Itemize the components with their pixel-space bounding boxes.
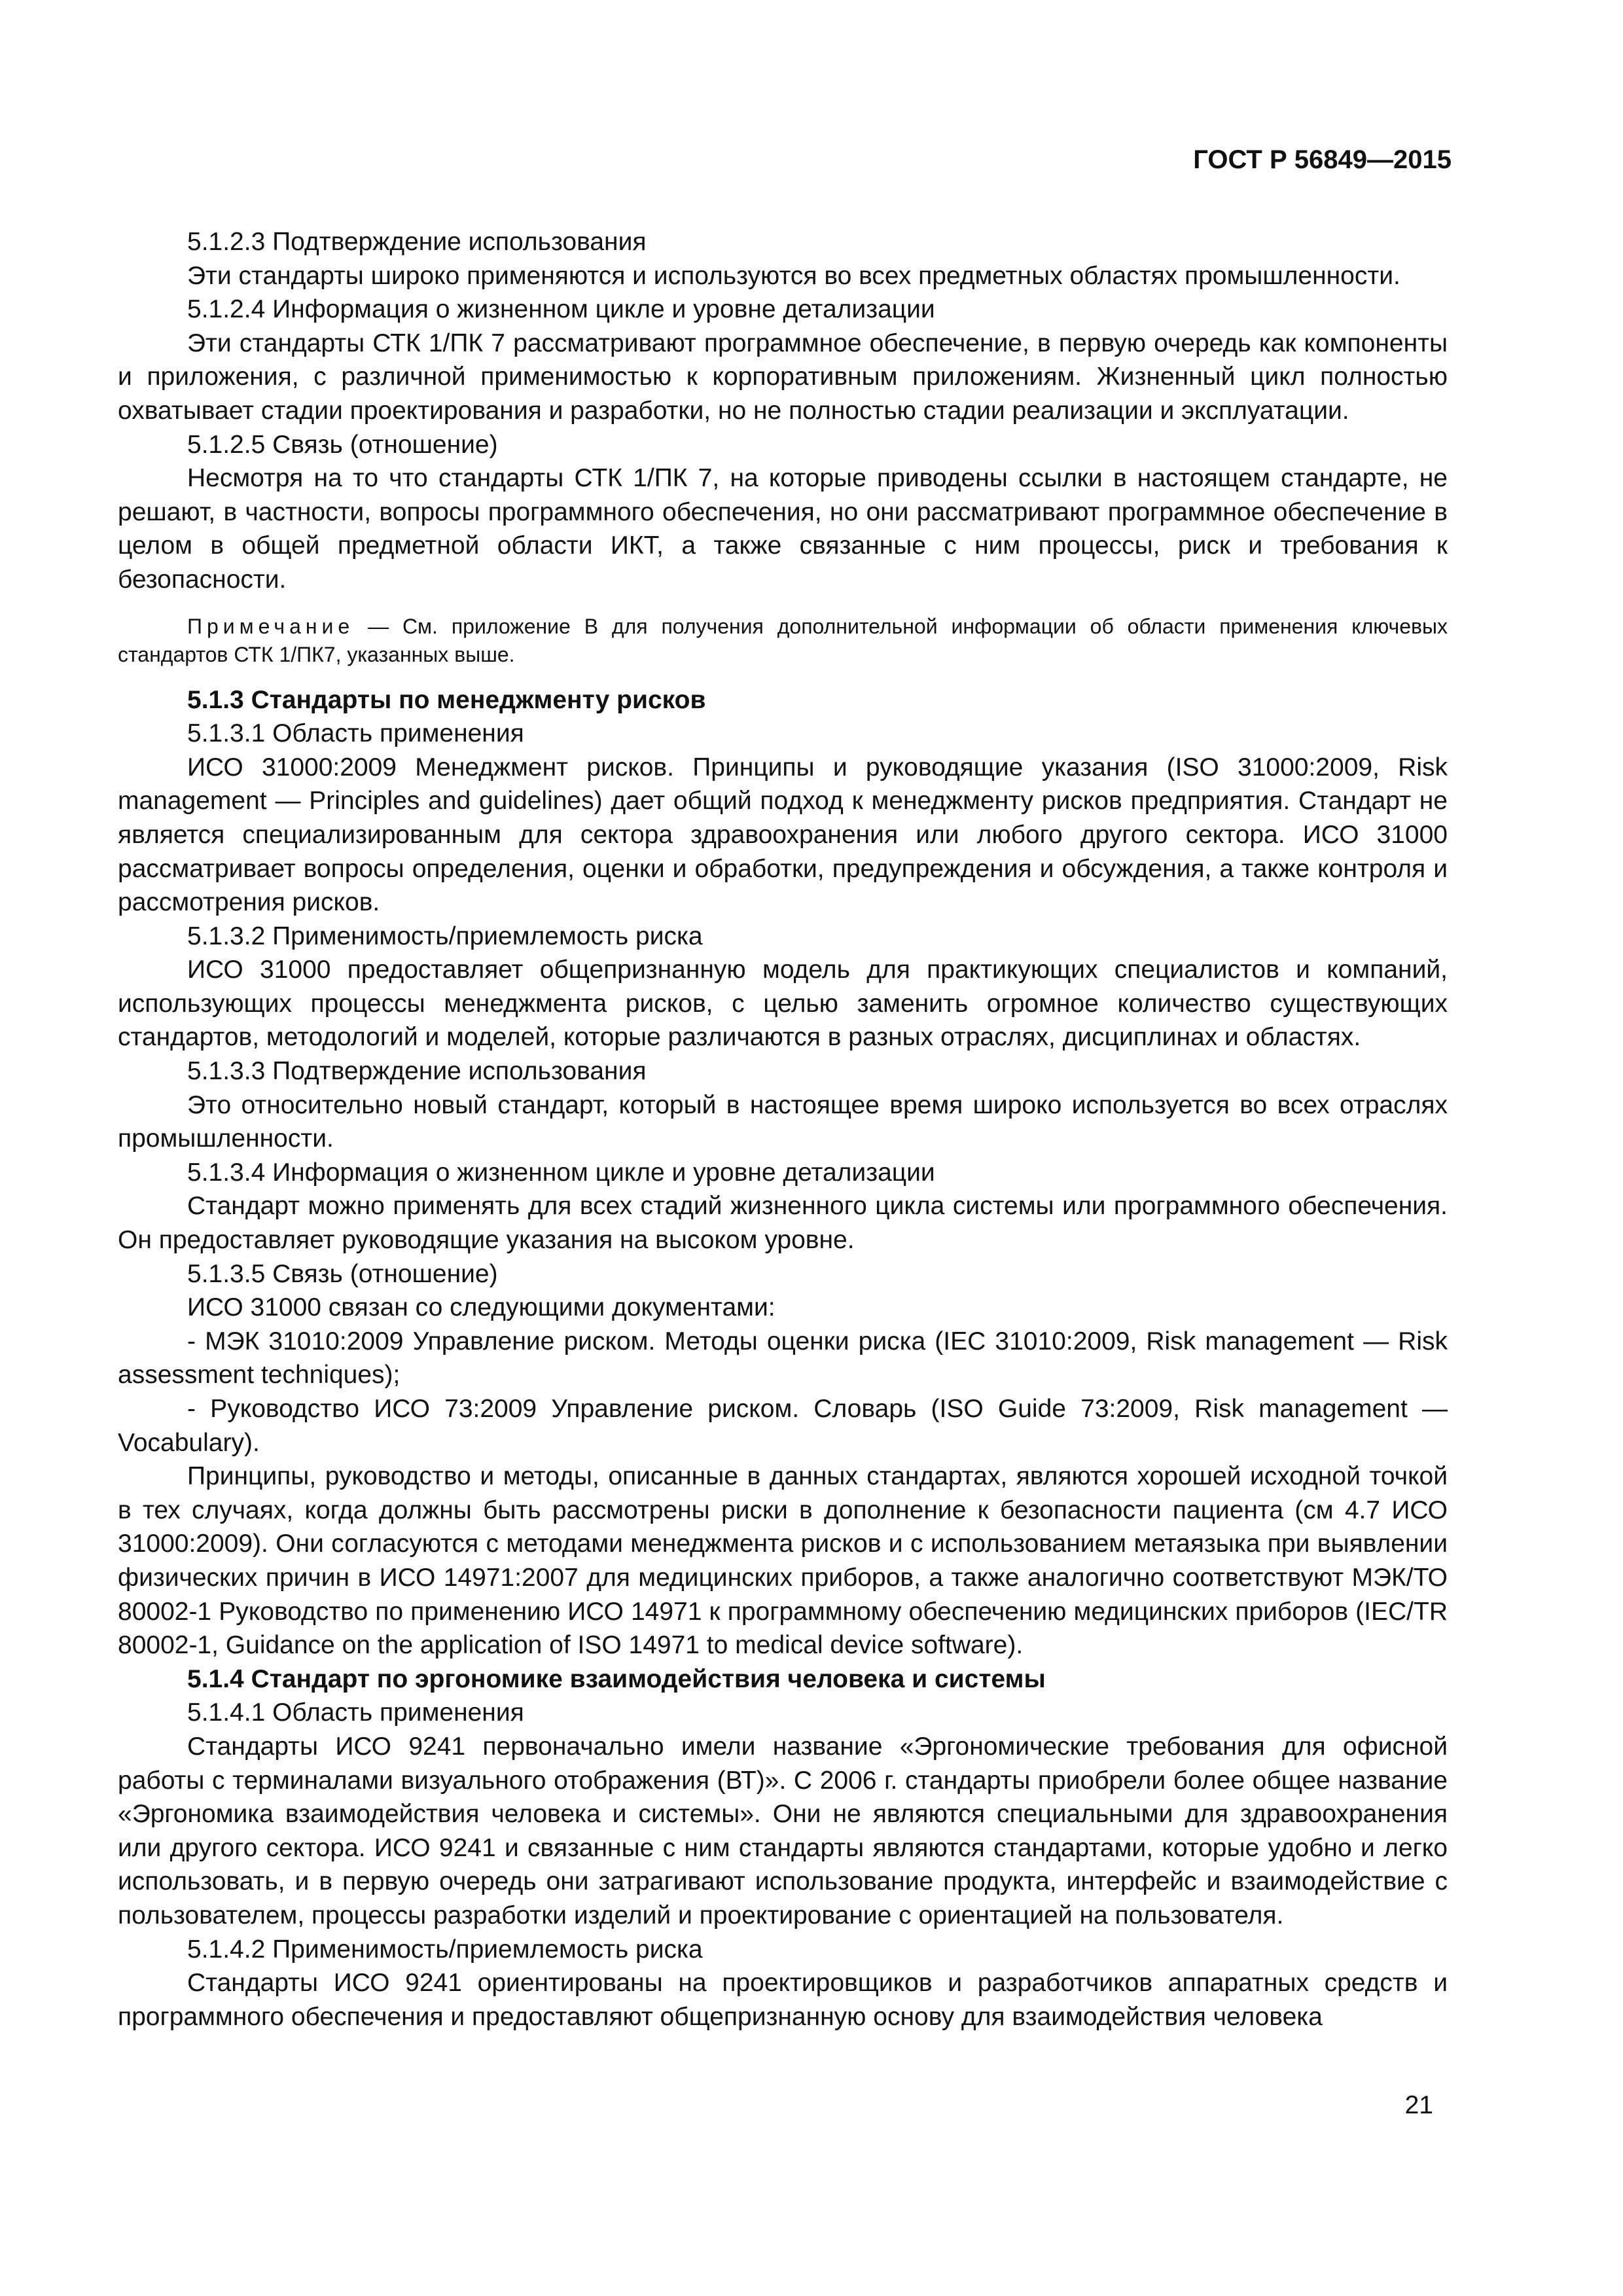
list-item-iec-31010: - МЭК 31010:2009 Управление риском. Методы оценки риска (IEC 31010:2009, Risk management — Risk assessment techniques); [118, 1327, 1448, 1390]
heading-5-1-3-3: 5.1.3.3 Подтверждение использования [187, 1057, 647, 1086]
heading-5-1-3-5: 5.1.3.5 Связь (отношение) [187, 1259, 498, 1288]
note-label: Примечание [187, 614, 355, 638]
page-number: 21 [1404, 2091, 1433, 2119]
paragraph-5-1-3-4: Стандарт можно применять для всех стадий жизненного цикла системы или программного обеспечения. Он предоставляет руководящие указания на высоком уровне. [118, 1192, 1448, 1255]
heading-5-1-4-1: 5.1.4.1 Область применения [187, 1698, 524, 1727]
heading-5-1-3: 5.1.3 Стандарты по менеджменту рисков [187, 685, 706, 714]
page-content [118, 225, 1448, 2034]
paragraph-5-1-2-3: Эти стандарты широко применяются и используются во всех предметных областях промышленности. [187, 261, 1400, 290]
heading-5-1-3-1: 5.1.3.1 Область применения [187, 719, 524, 748]
paragraph-5-1-3-5: Принципы, руководство и методы, описанные в данных стандартах, являются хорошей исходной точкой в тех случаях, когда должны быть рассмотрены риски в дополнение к безопасности пациента (см 4.7 ИСО 31000:2009). Они согласуются с методами менеджмента рисков и с использованием метаязыка при выявлении физических причин в ИСО 14971:2007 для медицинских приборов, а также аналогично соответствуют МЭК/ТО 80002-1 Руководство по применению ИСО 14971 к программному обеспечению медицинских приборов (IEC/TR 80002-1, Guidance on the application of ISO 14971 to medical device software). [118, 1462, 1448, 1660]
note-text: — См. приложение В для получения дополнительной информации об области применения ключевых стандартов СТК 1/ПК7, указанных выше. [118, 614, 1448, 666]
heading-5-1-4-2: 5.1.4.2 Применимость/приемлемость риска [187, 1935, 703, 1964]
paragraph-5-1-3-3: Это относительно новый стандарт, который в настоящее время широко используется во всех отраслях промышленности. [118, 1090, 1448, 1153]
paragraph-5-1-4-1: Стандарты ИСО 9241 первоначально имели название «Эргономические требования для офисной работы с терминалами визуального отображения (ВТ)». С 2006 г. стандарты приобрели более общее название «Эргономика взаимодействия человека и системы». Они не являются специальными для здравоохранения или другого сектора. ИСО 9241 и связанные с ним стандарты являются стандартами, которые удобно и легко использовать, и в первую очередь они затрагивают использование продукта, интерфейс и взаимодействие с пользователем, процессы разработки изделий и проектирование с ориентацией на пользователя. [118, 1732, 1448, 1929]
heading-5-1-2-3: 5.1.2.3 Подтверждение использования [187, 228, 647, 256]
paragraph-5-1-3-1: ИСО 31000:2009 Менеджмент рисков. Принципы и руководящие указания (ISO 31000:2009, Risk management — Principles and guidelines) дает общий подход к менеджменту рисков предприятия. Стандарт не является специализированным для сектора здравоохранения или любого другого сектора. ИСО 31000 рассматривает вопросы определения, оценки и обработки, предупреждения и обсуждения, а также контроля и рассмотрения рисков. [118, 753, 1448, 917]
heading-5-1-2-5: 5.1.2.5 Связь (отношение) [187, 430, 498, 459]
heading-5-1-2-4: 5.1.2.4 Информация о жизненном цикле и уровне детализации [187, 295, 935, 324]
paragraph-5-1-3-2: ИСО 31000 предоставляет общепризнанную модель для практикующих специалистов и компаний, использующих процессы менеджмента рисков, с целью заменить огромное количество существующих стандартов, методологий и моделей, которые различаются в разных отраслях, дисциплинах и областях. [118, 956, 1448, 1052]
paragraph-5-1-2-5: Несмотря на то что стандарты СТК 1/ПК 7, на которые приводены ссылки в настоящем стандарте, не решают, в частности, вопросы программного обеспечения, но они рассматривают программное обеспечение в целом в общей предметной области ИКТ, а также связанные с ним процессы, риск и требования к безопасности. [118, 464, 1448, 594]
note [118, 613, 1448, 669]
heading-5-1-4: 5.1.4 Стандарт по эргономике взаимодействия человека и системы [187, 1664, 1046, 1693]
list-item-iso-guide-73: - Руководство ИСО 73:2009 Управление риском. Словарь (ISO Guide 73:2009, Risk management — Vocabulary). [118, 1395, 1448, 1457]
paragraph-5-1-3-5-intro: ИСО 31000 связан со следующими документами: [187, 1293, 776, 1322]
paragraph-5-1-4-2: Стандарты ИСО 9241 ориентированы на проектировщиков и разработчиков аппаратных средств и программного обеспечения и предоставляют общепризнанную основу для взаимодействия человека [118, 1969, 1448, 2031]
heading-5-1-3-2: 5.1.3.2 Применимость/приемлемость риска [187, 922, 703, 950]
paragraph-5-1-2-4: Эти стандарты СТК 1/ПК 7 рассматривают программное обеспечение, в первую очередь как компоненты и приложения, с различной применимостью к корпоративным приложениям. Жизненный цикл полностью охватывает стадии проектирования и разработки, но не полностью стадии реализации и эксплуатации. [118, 329, 1448, 425]
standard-code-header: ГОСТ Р 56849—2015 [1193, 145, 1452, 174]
heading-5-1-3-4: 5.1.3.4 Информация о жизненном цикле и уровне детализации [187, 1158, 935, 1187]
